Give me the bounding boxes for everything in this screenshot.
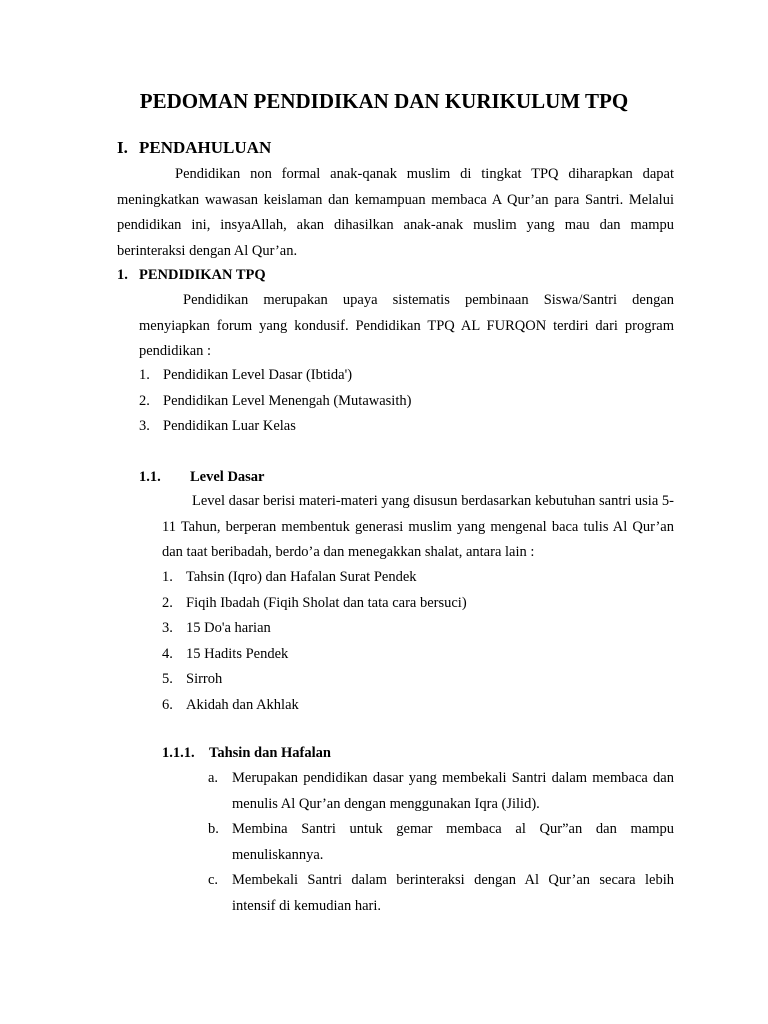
list-item — [208, 868, 674, 919]
level-dasar-list — [162, 565, 467, 718]
section-heading-pendahuluan — [117, 137, 271, 159]
list-number: 6. — [162, 696, 173, 713]
level-dasar-paragraph: Level dasar berisi materi-materi yang disusun berdasarkan kebutuhan santri usia 5-11 Tahun, berperan membentuk generasi muslim yang mengenal baca tulis Al Qur’an dan taat beribadah, berdo’a dan menegakkan shalat, antara lain : — [162, 493, 674, 560]
list-text: Sirroh — [186, 671, 223, 687]
list-text: Pendidikan Level Menengah (Mutawasith) — [163, 392, 412, 409]
list-text: Tahsin (Iqro) dan Hafalan Surat Pendek — [186, 569, 417, 585]
list-item — [162, 565, 467, 591]
list-letter: b. — [208, 821, 219, 837]
list-item — [162, 667, 467, 693]
list-text: Merupakan pendidikan dasar yang membekali Santri dalam membaca dan menulis Al Qur’an dengan menggunakan Iqra (Jilid). — [232, 770, 674, 812]
list-item — [139, 389, 411, 415]
list-item — [162, 616, 467, 642]
subsection-heading-level-dasar — [139, 465, 265, 490]
subsection-title: PENDIDIKAN TPQ — [139, 267, 266, 283]
list-text: Fiqih Ibadah (Fiqih Sholat dan tata cara bersuci) — [186, 594, 467, 611]
list-text: 15 Do'a harian — [186, 620, 271, 636]
list-text: Pendidikan Luar Kelas — [163, 418, 296, 434]
section-number: I. — [117, 138, 128, 157]
section-title: PENDAHULUAN — [139, 138, 272, 157]
subsection-number: 1.1.1. — [162, 745, 195, 761]
list-number: 5. — [162, 671, 173, 687]
list-number: 3. — [139, 418, 150, 434]
list-text: 15 Hadits Pendek — [186, 645, 289, 662]
list-item — [208, 817, 674, 868]
document-title: PEDOMAN PENDIDIKAN DAN KURIKULUM TPQ — [139, 89, 629, 113]
list-letter: a. — [208, 770, 219, 786]
list-number: 4. — [162, 645, 173, 662]
list-number: 1. — [139, 367, 150, 383]
list-letter: c. — [208, 872, 219, 888]
list-item — [139, 414, 411, 440]
list-text: Membina Santri untuk gemar membaca al Qur”an dan mampu menuliskannya. — [232, 821, 674, 863]
list-item — [208, 766, 674, 817]
list-number: 3. — [162, 620, 173, 636]
list-text: Membekali Santri dalam berinteraksi dengan Al Qur’an secara lebih intensif di kemudian hari. — [232, 872, 674, 914]
subsection-heading-tahsin-hafalan — [162, 741, 331, 766]
list-number: 1. — [162, 569, 173, 585]
list-item — [162, 693, 467, 719]
list-item — [139, 363, 411, 389]
program-list — [139, 363, 411, 440]
pendidikan-tpq-paragraph: Pendidikan merupakan upaya sistematis pembinaan Siswa/Santri dengan menyiapkan forum yang kondusif. Pendidikan TPQ AL FURQON terdiri dari program pendidikan : — [139, 292, 674, 359]
subsection-title: Level Dasar — [190, 469, 265, 485]
list-text: Pendidikan Level Dasar (Ibtida') — [163, 367, 353, 383]
subsection-number: 1. — [117, 267, 128, 283]
intro-paragraph: Pendidikan non formal anak-qanak muslim di tingkat TPQ diharapkan dapat meningkatkan wawasan keislaman dan kemampuan membaca A Qur’an para Santri. Melalui pendidikan ini, insyaAllah, akan dihasilkan anak-anak muslim yang mau dan mampu berinteraksi dengan Al Qur’an. — [117, 166, 674, 259]
list-number: 2. — [162, 594, 173, 611]
subsection-title: Tahsin dan Hafalan — [209, 745, 331, 761]
list-number: 2. — [139, 392, 150, 409]
list-text: Akidah dan Akhlak — [186, 696, 299, 713]
subsection-number: 1.1. — [139, 469, 161, 485]
list-item — [162, 642, 467, 668]
tahsin-hafalan-list — [208, 766, 674, 919]
subsection-heading-pendidikan-tpq — [117, 263, 266, 288]
list-item — [162, 591, 467, 617]
